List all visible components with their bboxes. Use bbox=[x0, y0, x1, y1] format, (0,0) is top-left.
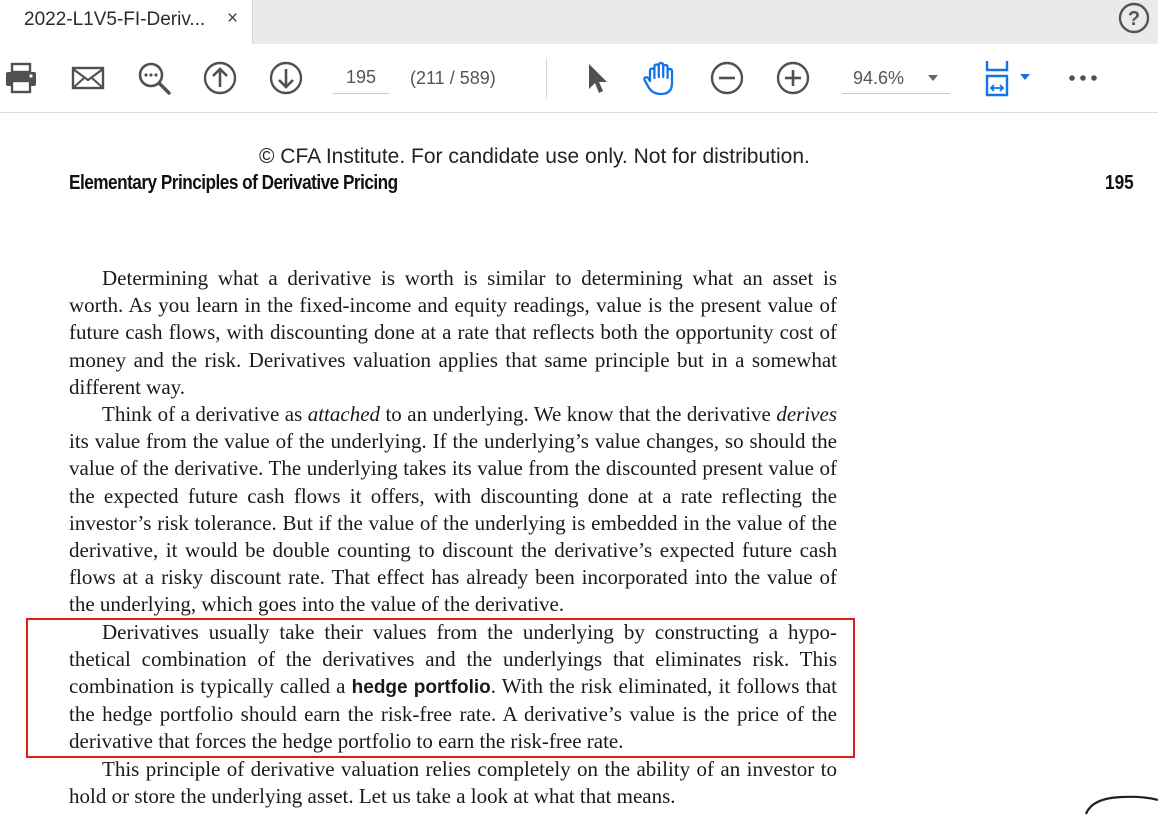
next-page-button[interactable] bbox=[266, 58, 306, 98]
page-count: (211 / 589) bbox=[410, 68, 496, 88]
more-options-button[interactable] bbox=[1063, 58, 1103, 98]
more-icon bbox=[1065, 60, 1101, 96]
paragraph-2-text-a: Think of a derivative as bbox=[102, 402, 308, 427]
help-glyph: ? bbox=[1127, 8, 1141, 30]
email-button[interactable] bbox=[68, 58, 108, 98]
printer-icon bbox=[3, 60, 39, 96]
zoom-in-icon bbox=[775, 60, 811, 96]
zoom-out-icon bbox=[709, 60, 745, 96]
running-head-title: Elementary Principles of Derivative Pricing bbox=[69, 172, 398, 194]
highlight-annotation-box[interactable] bbox=[26, 618, 855, 758]
close-tab-icon[interactable]: × bbox=[227, 8, 239, 29]
find-button[interactable] bbox=[134, 58, 174, 98]
previous-page-button[interactable] bbox=[200, 58, 240, 98]
paragraph-1: Determining what a derivative is worth is similar to determining what an asset is worth. As you learn in the fixed-income and equity readings, value is the present value of future cash flows, with discounting done at a rate that reflects both the opportunity cost of money and the risk. Derivatives valuation applies that same principle but in a somewhat different way. bbox=[69, 266, 837, 399]
select-tool-button[interactable] bbox=[576, 58, 616, 98]
print-button[interactable] bbox=[1, 58, 41, 98]
document-tab[interactable] bbox=[0, 0, 253, 44]
tab-strip bbox=[0, 0, 1158, 44]
arrow-down-circle-icon bbox=[268, 60, 304, 96]
zoom-in-button[interactable] bbox=[773, 58, 813, 98]
paragraph-2 bbox=[69, 401, 837, 619]
zoom-out-button[interactable] bbox=[707, 58, 747, 98]
zoom-level-dropdown[interactable] bbox=[842, 62, 950, 94]
tab-title[interactable]: 2022-L1V5-FI-Deriv... bbox=[24, 9, 206, 30]
paragraph-4: This principle of derivative valuation relies completely on the ability of an investor to hold or store the underlying asset. Let us take a look at what that means. bbox=[69, 756, 837, 808]
zoom-value: 94.6% bbox=[853, 68, 905, 88]
fit-page-icon bbox=[980, 58, 1036, 98]
arrow-up-circle-icon bbox=[202, 60, 238, 96]
cursor-arrow-icon bbox=[578, 60, 614, 96]
page-number-label: 195 bbox=[1105, 172, 1134, 194]
copyright-watermark: © CFA Institute. For candidate use only. Not for distribution. bbox=[259, 145, 810, 168]
emphasis-derives: derives bbox=[776, 402, 837, 427]
toolbar-divider bbox=[546, 58, 547, 98]
paragraph-2-text-c: its value from the value of the underlying. If the underlying’s value changes, so should the value of the derivative. The underlying takes its value from the discounted present value of the expected future cash flows it offers, with discounting done at a rate reflecting the investor’s risk tolerance. But if the value of the underlying is embedded in the value of the derivative, it would be double counting to discount the derivative’s expected future cash flows at a risky discount rate. That effect has already been incorporated into the value of the underlying, which goes into the value of the derivative. bbox=[69, 429, 837, 617]
page-fit-button[interactable] bbox=[980, 58, 1036, 98]
page-number-input[interactable] bbox=[333, 62, 389, 94]
help-icon[interactable] bbox=[1118, 2, 1150, 34]
hand-tool-button[interactable] bbox=[640, 58, 680, 98]
document-page bbox=[0, 114, 1158, 815]
search-zoom-icon bbox=[136, 60, 172, 96]
mail-icon bbox=[70, 60, 106, 96]
key-term-hedge-portfolio: hedge portfolio bbox=[351, 677, 491, 699]
chevron-down-icon bbox=[928, 75, 938, 81]
emphasis-attached: attached bbox=[307, 402, 381, 427]
paragraph-3-text-b: . With the risk eliminated, it follows that the hedge portfolio should earn the risk-free rate. A derivative’s value is the price of the derivative that forces the hedge portfolio to earn the risk-free rate. bbox=[69, 674, 838, 754]
toolbar bbox=[0, 44, 1158, 113]
paragraph-2-text-b: to an underlying. We know that the derivative bbox=[380, 402, 777, 427]
ink-annotation-mark bbox=[1082, 792, 1158, 815]
paragraph-3-text-a: Derivatives usually take their values from the underlying by constructing a hypothetical combination of the derivatives and the underlyings that eliminates risk. This combination is typically called a bbox=[69, 619, 837, 699]
hand-pan-icon bbox=[641, 59, 679, 97]
